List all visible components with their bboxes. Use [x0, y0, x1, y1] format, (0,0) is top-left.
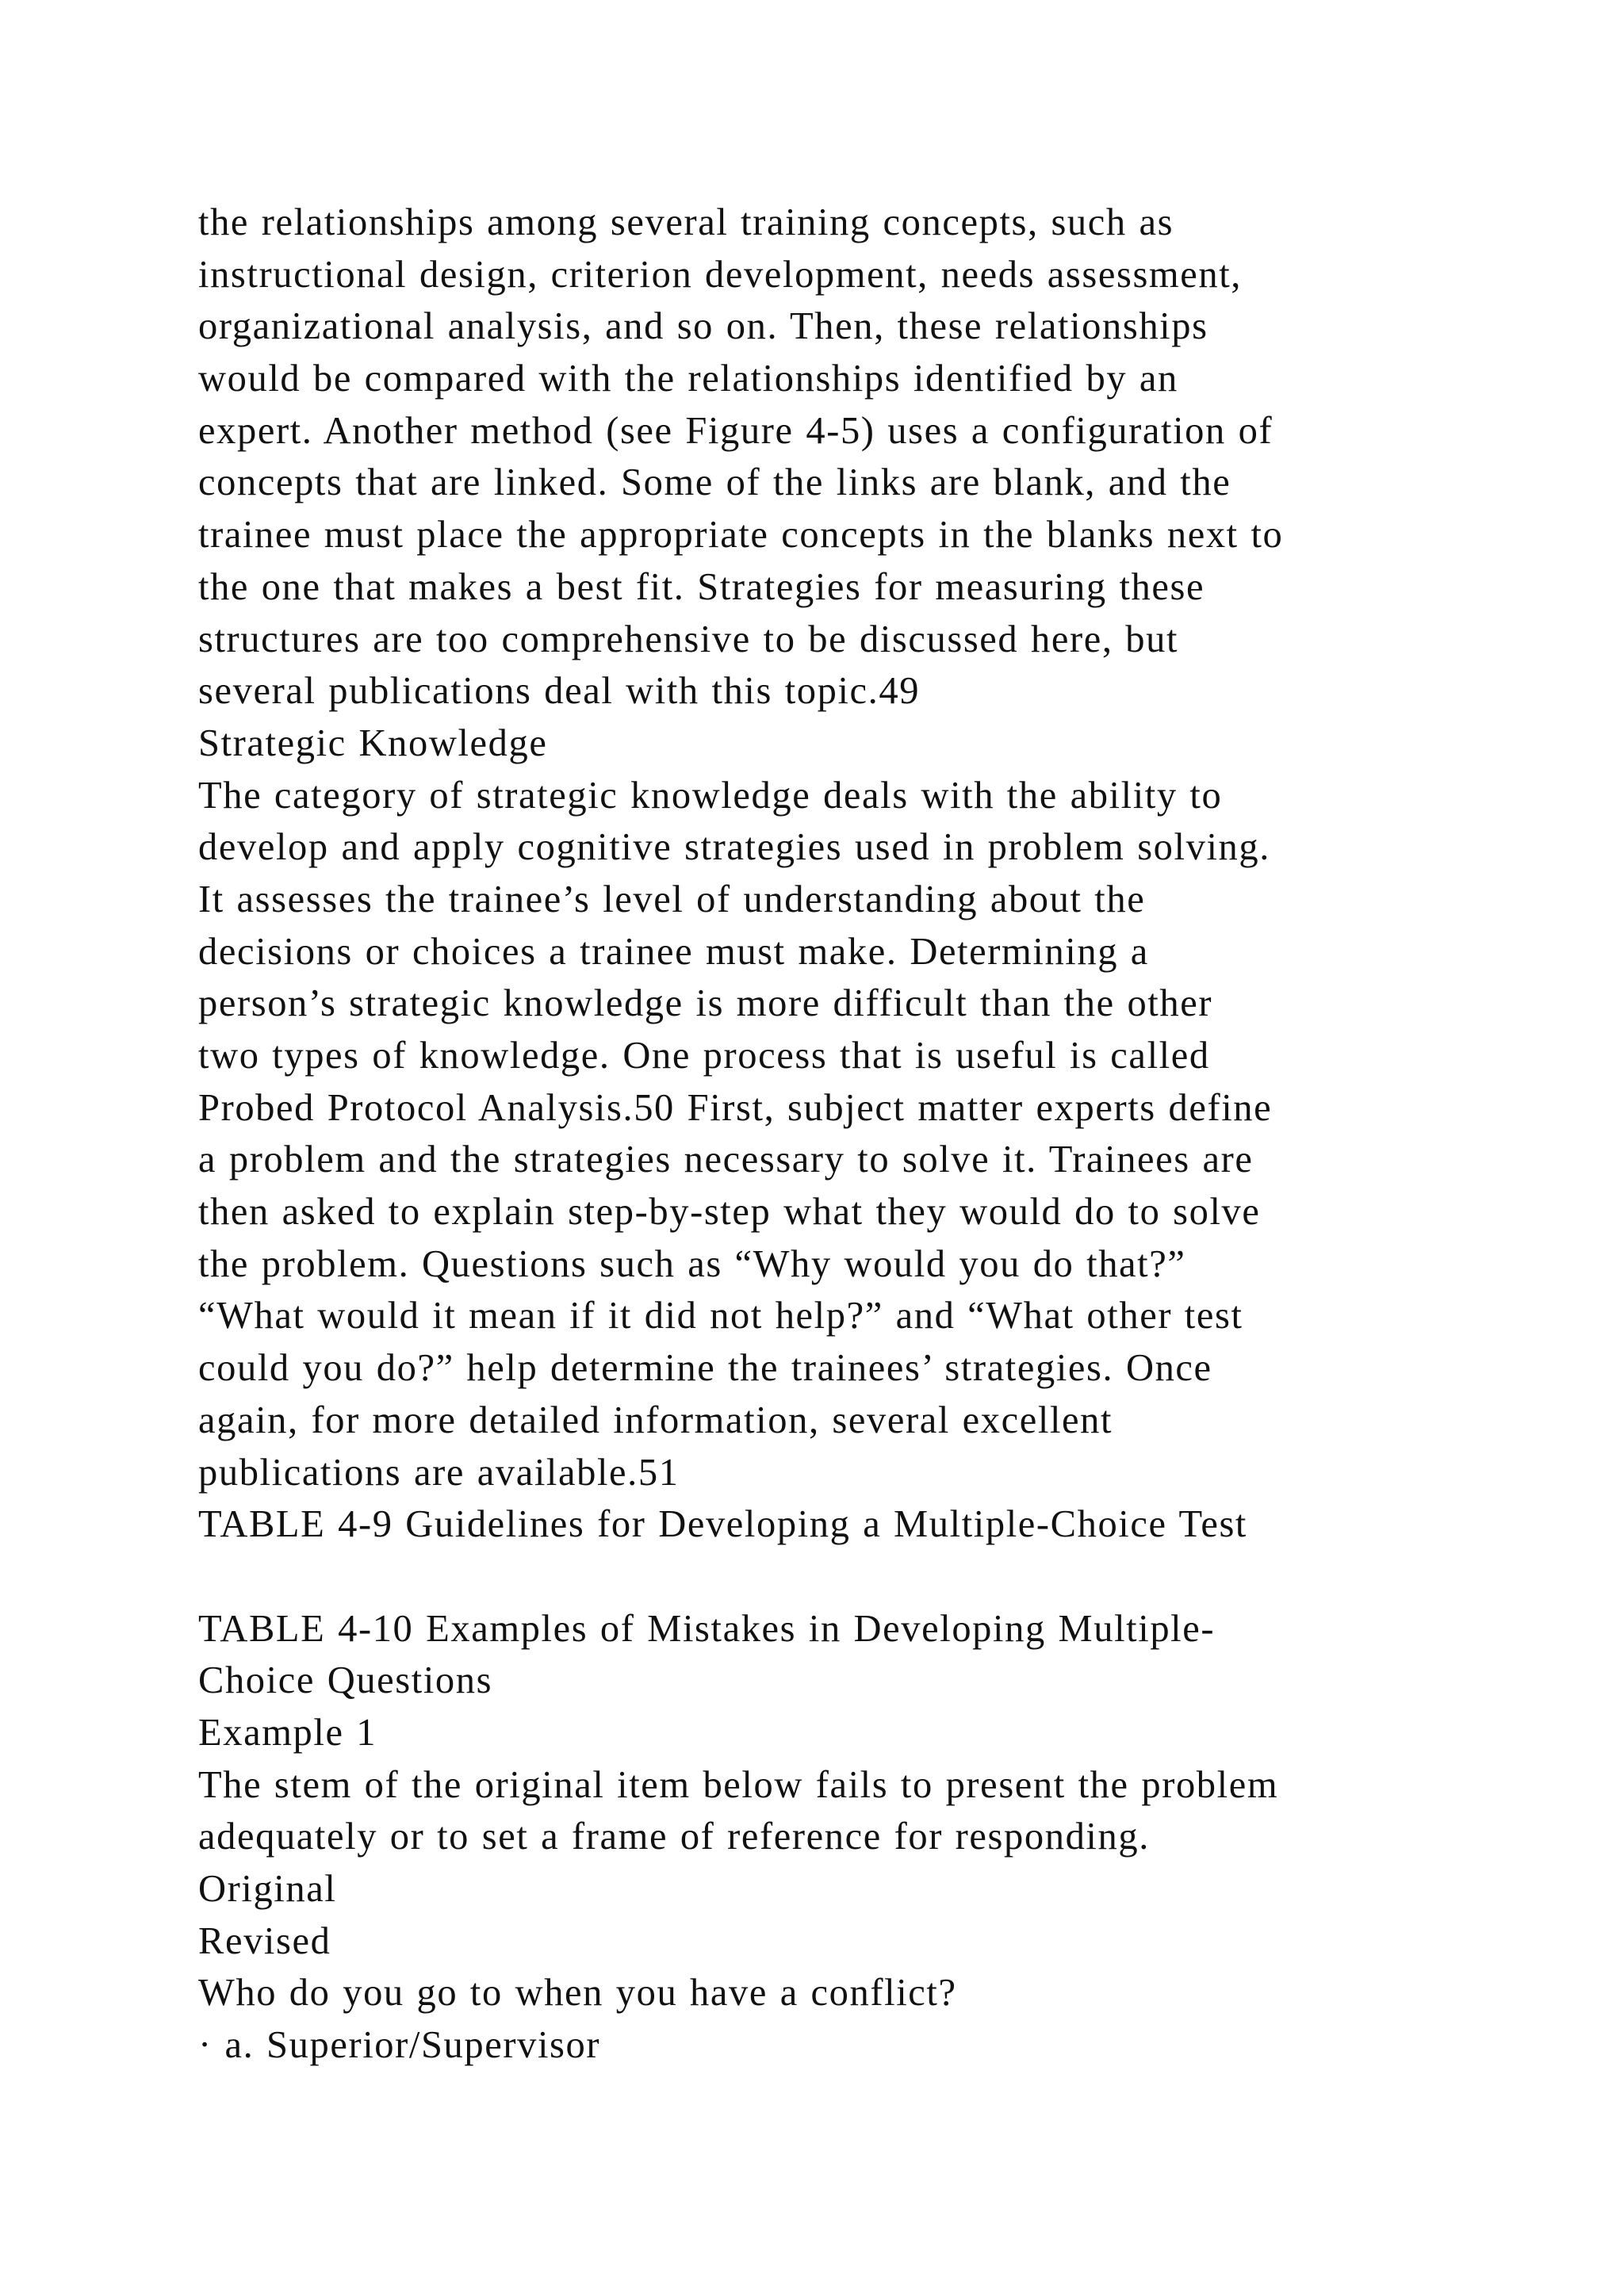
table-caption: TABLE 4-9 Guidelines for Developing a Multiple-Choice Test	[198, 1503, 1247, 1546]
question-stem: Who do you go to when you have a conflict?	[198, 1972, 957, 2015]
body-text	[198, 197, 1515, 2072]
text-line: “What would it mean if it did not help?” and “What other test	[198, 1295, 1243, 1337]
text-line: instructional design, criterion development, needs assessment,	[198, 253, 1243, 296]
text-line: concepts that are linked. Some of the links are blank, and the	[198, 461, 1231, 504]
text-line: The stem of the original item below fails to present the problem	[198, 1763, 1279, 1806]
table-caption: TABLE 4-10 Examples of Mistakes in Developing Multiple-	[198, 1607, 1216, 1650]
text-line: two types of knowledge. One process that is useful is called	[198, 1035, 1210, 1077]
section-heading: Strategic Knowledge	[198, 721, 548, 764]
text-line: a problem and the strategies necessary to solve it. Trainees are	[198, 1138, 1254, 1181]
text-line: trainee must place the appropriate concepts in the blanks next to	[198, 514, 1284, 557]
text-line: then asked to explain step-by-step what they would do to solve	[198, 1191, 1261, 1234]
text-line: expert. Another method (see Figure 4-5) uses a configuration of	[198, 409, 1274, 452]
text-line: adequately or to set a frame of reference for responding.	[198, 1816, 1150, 1858]
example-label: Example 1	[198, 1711, 377, 1754]
text-line: Probed Protocol Analysis.50 First, subject matter experts define	[198, 1086, 1273, 1129]
text-line: the problem. Questions such as “Why would you do that?”	[198, 1242, 1186, 1285]
table-caption: Choice Questions	[198, 1659, 493, 1702]
text-line: publications are available.51	[198, 1451, 680, 1494]
text-line: organizational analysis, and so on. Then, these relationships	[198, 305, 1208, 348]
text-line: several publications deal with this topic.49	[198, 670, 921, 713]
text-line: would be compared with the relationships identified by an	[198, 358, 1178, 400]
column-label-revised: Revised	[198, 1919, 331, 1962]
column-label-original: Original	[198, 1868, 337, 1910]
text-line: could you do?” help determine the trainees’ strategies. Once	[198, 1347, 1212, 1390]
text-line: The category of strategic knowledge deals with the ability to	[198, 774, 1223, 817]
text-line: again, for more detailed information, several excellent	[198, 1399, 1113, 1441]
answer-option: · a. Superior/Supervisor	[198, 2024, 601, 2067]
blank-line	[198, 1551, 1515, 1603]
text-line: It assesses the trainee’s level of understanding about the	[198, 878, 1146, 920]
text-line: structures are too comprehensive to be discussed here, but	[198, 618, 1179, 660]
text-line: the relationships among several training concepts, such as	[198, 201, 1174, 243]
text-line: decisions or choices a trainee must make. Determining a	[198, 930, 1149, 973]
text-line: person’s strategic knowledge is more difficult than the other	[198, 982, 1213, 1025]
text-line: develop and apply cognitive strategies used in problem solving.	[198, 826, 1270, 869]
text-line: the one that makes a best fit. Strategies for measuring these	[198, 565, 1205, 608]
